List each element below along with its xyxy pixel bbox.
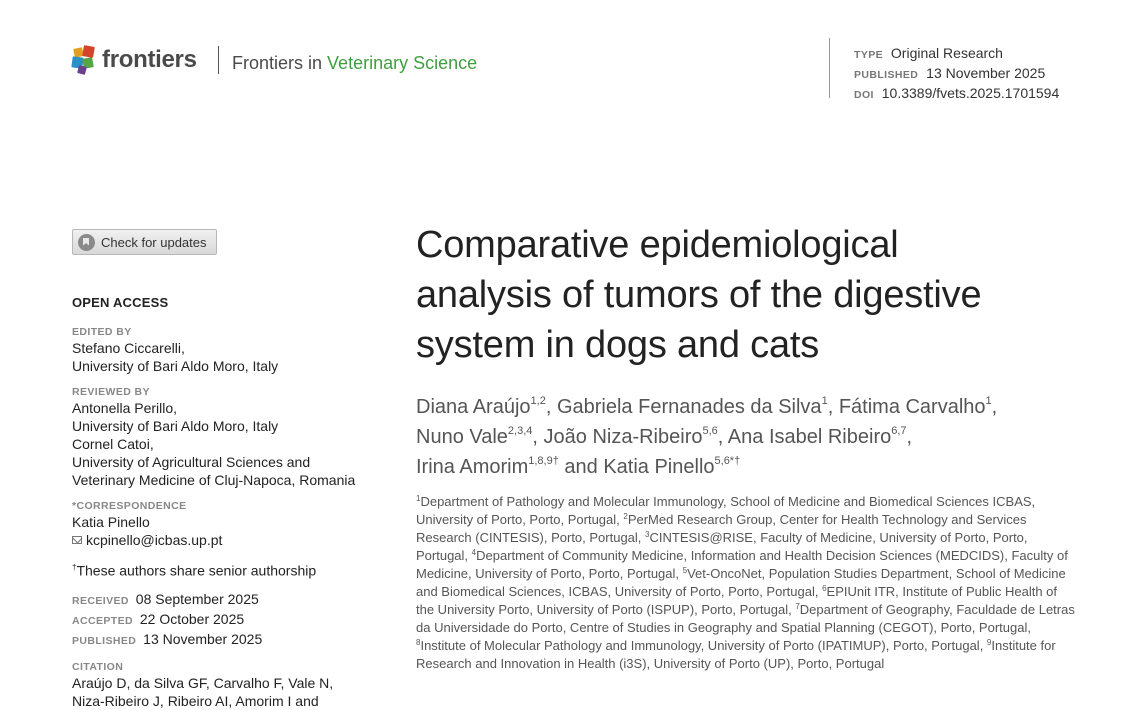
affiliation: Department of Community Medicine, Information and Health Decision Sciences (MEDCIDS), Faculty of Medicine, University of Porto, Porto, Portugal,: [416, 548, 1068, 581]
published-row: [72, 630, 392, 650]
frontiers-logo[interactable]: [72, 46, 197, 74]
senior-authorship-footnote: [72, 559, 392, 580]
title-line: analysis of tumors of the digestive: [416, 274, 982, 316]
check-updates-button[interactable]: [72, 229, 217, 255]
article-meta: [854, 44, 1059, 104]
author[interactable]: Diana Araújo$^{1,2}$: [416, 395, 546, 418]
article-sidebar: [72, 294, 392, 710]
correspondence-email[interactable]: kcpinello@icbas.up.pt: [86, 532, 223, 548]
article-dates: [72, 590, 392, 650]
meta-divider: [829, 38, 830, 98]
author[interactable]: Gabriela Fernanades da Silva$^1$: [556, 395, 828, 418]
affiliation: Department of Geography, Faculdade de Letras da Universidade do Porto, Centre of Studies in Geography and Spatial Planning (CEGOT), Porto, Portugal,: [416, 602, 1075, 635]
author[interactable]: Irina Amorim$^{1,8,9\dagger}$: [416, 455, 559, 478]
header-divider: [218, 46, 219, 74]
reviewer-affiliation: Veterinary Medicine of Cluj-Napoca, Romania: [72, 472, 356, 488]
open-access-label: OPEN ACCESS: [72, 295, 169, 310]
affiliation: Institute of Molecular Pathology and Immunology, University of Porto (IPATIMUP), Porto, Portugal,: [420, 638, 987, 653]
correspondence-label: *CORRESPONDENCE: [72, 500, 187, 512]
accepted-date: 22 October 2025: [139, 610, 245, 627]
footnote-mark: †: [72, 563, 77, 572]
editor-name: Stefano Ciccarelli,: [72, 340, 185, 356]
accepted-row: [72, 610, 392, 630]
affiliation: Vet-OncoNet, Population Studies Department, School of Medicine and Biomedical Sciences, ICBAS, University of Porto, Porto, Portugal,: [416, 566, 1066, 599]
journal-title[interactable]: [232, 53, 477, 74]
meta-published-row: [854, 64, 1059, 84]
title-line: system in dogs and cats: [416, 324, 820, 366]
article-title: [416, 220, 1096, 370]
meta-type-label: TYPE: [854, 49, 884, 61]
meta-published-label: PUBLISHED: [854, 69, 919, 81]
affiliation: Institute for Research and Innovation in Health (i3S), University of Porto (UP), Porto, Portugal: [416, 638, 1056, 671]
title-line: Comparative epidemiological: [416, 224, 899, 266]
reviewer-affiliation: University of Agricultural Sciences and: [72, 454, 311, 470]
frontiers-logo-icon: [72, 46, 96, 74]
author[interactable]: João Niza-Ribeiro$^{5,6}$: [543, 425, 718, 448]
meta-doi-row: [854, 84, 1059, 104]
affiliation: CINTESIS@RISE, Faculty of Medicine, University of Porto, Porto, Portugal,: [416, 530, 1028, 563]
received-date: 08 September 2025: [135, 590, 259, 607]
published-label: PUBLISHED: [72, 634, 137, 647]
received-row: [72, 590, 392, 610]
bookmark-icon: [78, 234, 95, 251]
author-list: Diana Araújo$^{1,2}$, Gabriela Fernanades da Silva$^1$, Fátima Carvalho$^1$, Nuno Vale$^{2,3,4}$, João Niza-Ribeiro$^{5,6}$, Ana Isabel Ribeiro$^{6,7}$, Irina Amorim$^{1,8,9\dagger}$ and Katia Pinello$^{5,6*\dagger}$: [416, 395, 998, 478]
reviewer-name: Cornel Catoi,: [72, 436, 154, 452]
author[interactable]: Fátima Carvalho$^1$: [838, 395, 992, 418]
citation-label: CITATION: [72, 660, 124, 673]
brand-name: frontiers: [102, 46, 197, 73]
author[interactable]: Nuno Vale$^{2,3,4}$: [416, 425, 533, 448]
received-label: RECEIVED: [72, 594, 129, 607]
affiliation: EPIUnit ITR, Institute of Public Health of the University Porto, University of Porto (ISPUP), Porto, Portugal,: [416, 584, 1058, 617]
journal-name: Veterinary Science: [327, 53, 478, 73]
footnote-text: These authors share senior authorship: [76, 562, 317, 579]
journal-prefix: Frontiers in: [232, 53, 323, 73]
citation-text: Niza-Ribeiro J, Ribeiro AI, Amorim I and: [72, 692, 319, 709]
reviewer-name: Antonella Perillo,: [72, 400, 178, 416]
affiliation: PerMed Research Group, Center for Health Technology and Services Research (CINTESIS), Porto, Portugal,: [416, 512, 1027, 545]
meta-type-value: Original Research: [890, 45, 1003, 61]
meta-doi-value[interactable]: 10.3389/fvets.2025.1701594: [881, 85, 1060, 101]
meta-type-row: [854, 44, 1059, 64]
citation-text: Araújo D, da Silva GF, Carvalho F, Vale N,: [72, 674, 334, 691]
correspondence-email-row[interactable]: [72, 531, 392, 549]
affiliations: $^1$Department of Pathology and Molecular Immunology, School of Medicine and Biomedical Sciences ICBAS, University of Porto, Porto, Portugal, $^2$PerMed Research Group, Center for Health Technology and Services Research (CINTESIS), Porto, Portugal, $^3$CINTESIS@RISE, Faculty of Medicine, University of Porto, Porto, Portugal, $^4$Department of Community Medicine, Information and Health Decision Sciences (MEDCIDS), Faculty of Medicine, University of Porto, Porto, Portugal, $^5$Vet-OncoNet, Population Studies Department, School of Medicine and Biomedical Sciences, ICBAS, University of Porto, Porto, Portugal, $^6$EPIUnit ITR, Institute of Public Health of the University Porto, University of Porto (ISPUP), Porto, Portugal, $^7$Department of Geography, Faculdade de Letras da Universidade do Porto, Centre of Studies in Geography and Spatial Planning (CEGOT), Porto, Portugal, $^8$Institute of Molecular Pathology and Immunology, University of Porto (IPATIMUP), Porto, Portugal, $^9$Institute for Research and Innovation in Health (i3S), University of Porto (UP), Porto, Portugal: [416, 494, 1075, 671]
accepted-label: ACCEPTED: [72, 614, 133, 627]
check-updates-label: Check for updates: [101, 234, 207, 250]
meta-published-value: 13 November 2025: [926, 65, 1046, 81]
author[interactable]: Katia Pinello$^{5,6*\dagger}$: [603, 455, 741, 478]
reviewed-by-label: REVIEWED BY: [72, 386, 150, 398]
reviewer-affiliation: University of Bari Aldo Moro, Italy: [72, 418, 279, 434]
edited-by-label: EDITED BY: [72, 326, 132, 338]
author[interactable]: Ana Isabel Ribeiro$^{6,7}$: [727, 425, 907, 448]
published-date: 13 November 2025: [143, 630, 263, 647]
correspondence-name: Katia Pinello: [72, 514, 150, 530]
affiliation: Department of Pathology and Molecular Immunology, School of Medicine and Biomedical Sciences ICBAS, University of Porto, Porto, Portugal,: [416, 494, 1036, 527]
editor-affiliation: University of Bari Aldo Moro, Italy: [72, 358, 279, 374]
mail-icon: [72, 536, 82, 544]
meta-doi-label: DOI: [854, 89, 874, 101]
